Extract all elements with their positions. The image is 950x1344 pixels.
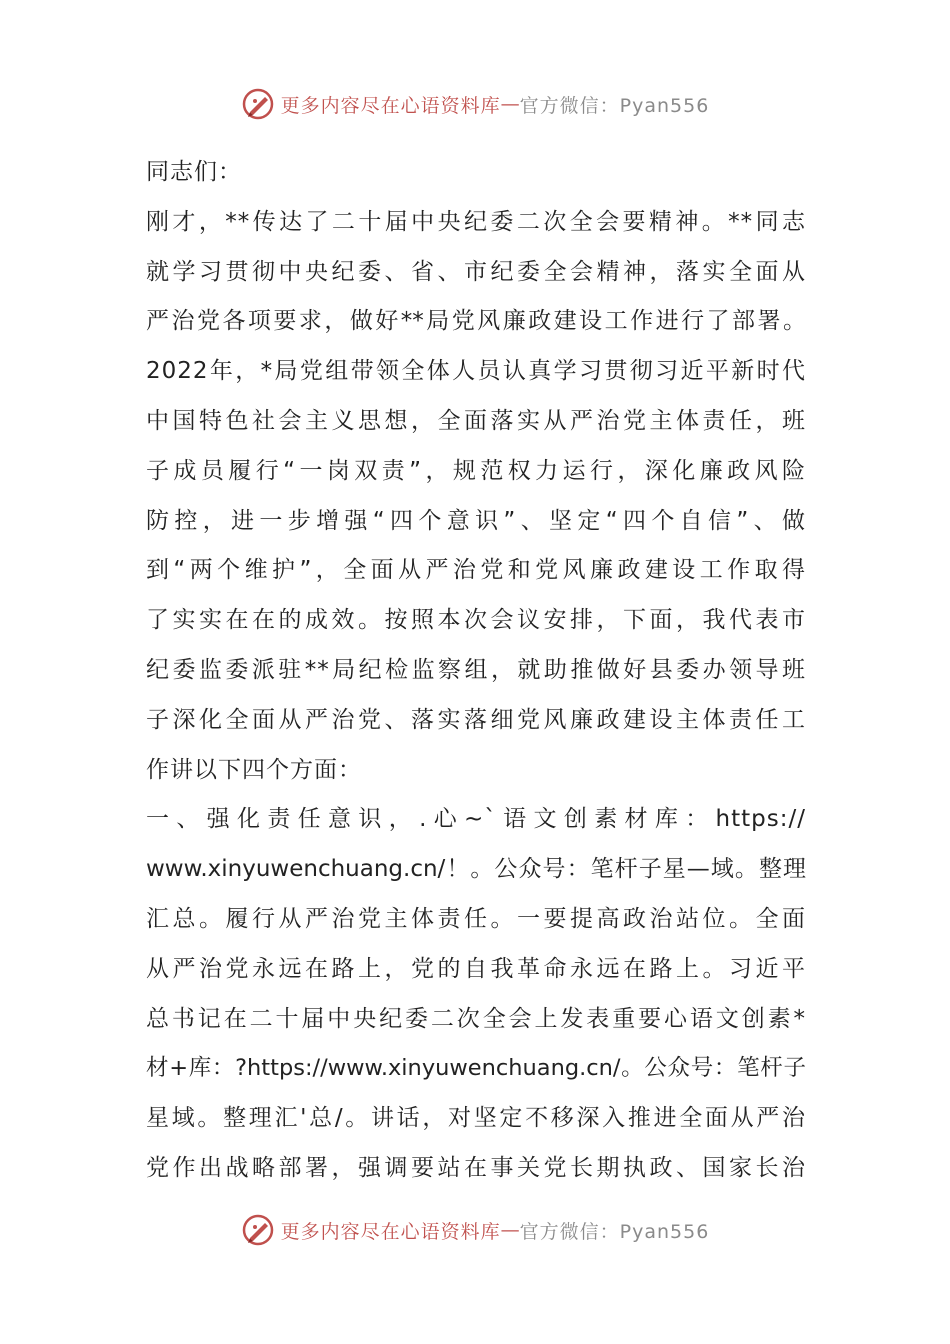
text-line: 同志们： (146, 159, 242, 185)
text-line: 刚才，**传达了二十届中央纪委二次全会要精神。**同志 (146, 208, 806, 235)
text-line: 汇总。履行从严治党主体责任。一要提高政治站位。全面 (146, 905, 806, 932)
header-text: 更多内容尽在心语资料库 (280, 94, 501, 117)
text-line: www.xinyuwenchuang.cn/！。公众号：笔杆子星—域。整理 (146, 856, 806, 883)
text-line: 作讲以下四个方面： (146, 756, 362, 783)
text-line: 子深化全面从严治党、落实落细党风廉政建设主体责任工 (146, 706, 806, 733)
header-banner (0, 84, 950, 124)
text-line: 2022年，*局党组带领全体人员认真学习贯彻习近平新时代 (146, 358, 806, 385)
text-line: 防控，进一步增强“四个意识”、坚定“四个自信”、做 (146, 507, 806, 534)
header-separator: — (500, 93, 520, 115)
text-line: 一、强化责任意识，.心~`语文创素材库：https:// (146, 806, 806, 833)
text-line: 子成员履行“一岗双责”，规范权力运行，深化廉政风险 (146, 457, 806, 484)
footer-separator: — (500, 1219, 520, 1241)
pen-circle-logo-icon (241, 87, 275, 121)
header-contact: 官方微信：Pyan556 (519, 94, 710, 117)
text-line: 从严治党永远在路上，党的自我革命永远在路上。习近平 (146, 955, 806, 982)
text-line: 就学习贯彻中央纪委、省、市纪委全会精神，落实全面从 (146, 258, 806, 285)
document-body (146, 148, 806, 1194)
text-line: 严治党各项要求，做好**局党风廉政建设工作进行了部署。 (146, 308, 806, 335)
pen-circle-logo-icon (241, 1213, 275, 1247)
footer-text: 更多内容尽在心语资料库 (280, 1220, 501, 1243)
footer-contact: 官方微信：Pyan556 (519, 1220, 710, 1243)
text-line: 了实实在在的成效。按照本次会议安排，下面，我代表市 (146, 607, 806, 634)
text-line: 总书记在二十届中央纪委二次全会上发表重要心语文创素* (146, 1005, 806, 1032)
footer-banner (0, 1210, 950, 1250)
text-line: 中国特色社会主义思想，全面落实从严治党主体责任，班 (146, 407, 806, 434)
text-line: 到“两个维护”，全面从严治党和党风廉政建设工作取得 (146, 557, 806, 584)
text-line: 星域。整理汇'总/。讲话，对坚定不移深入推进全面从严治 (146, 1105, 806, 1132)
text-line: 纪委监委派驻**局纪检监察组，就助推做好县委办领导班 (146, 656, 806, 683)
text-line: 材+库：?https://www.xinyuwenchuang.cn/。公众号：笔杆子 (146, 1055, 806, 1082)
text-line: 党作出战略部署，强调要站在事关党长期执政、国家长治 (146, 1154, 806, 1181)
